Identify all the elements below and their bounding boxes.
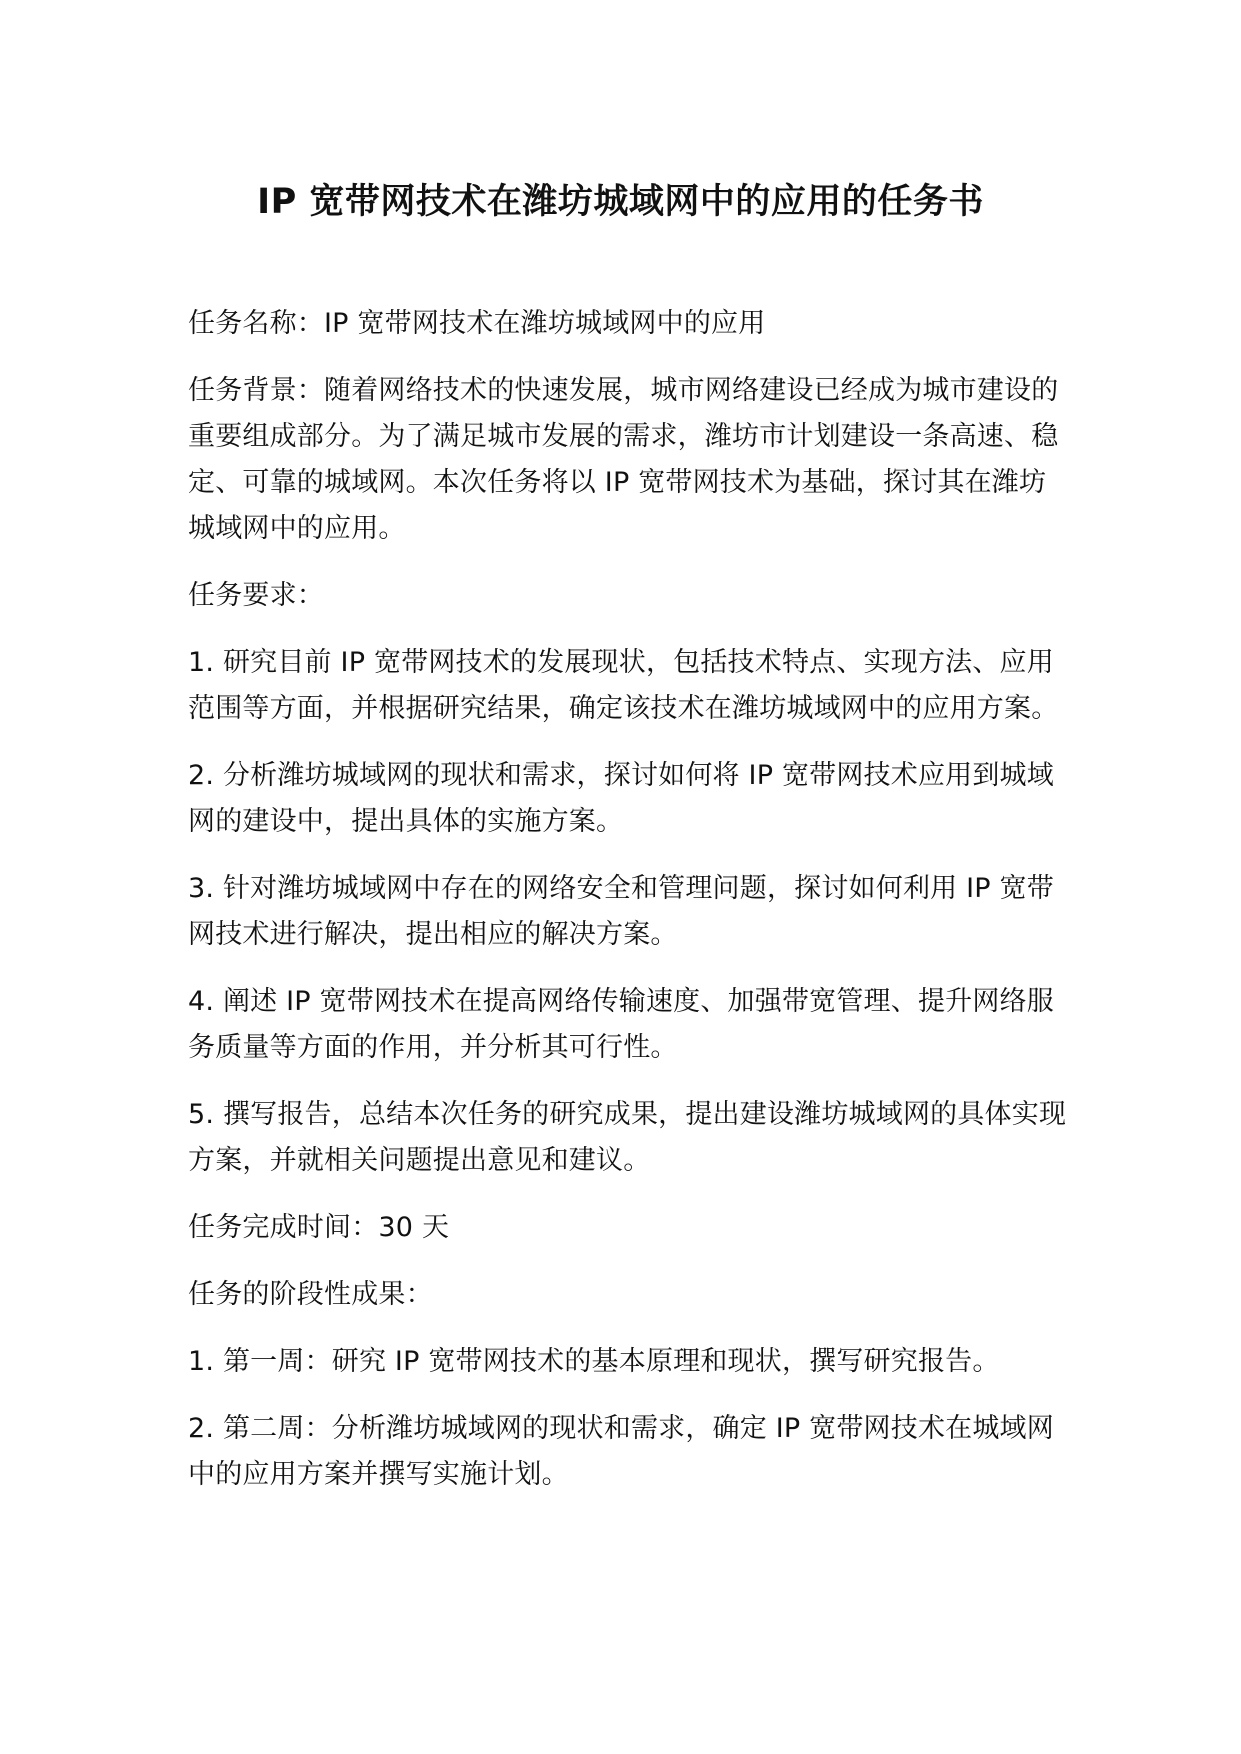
completion-time-paragraph: 任务完成时间：30 天: [188, 1212, 450, 1243]
milestones-heading: 任务的阶段性成果：: [188, 1279, 433, 1310]
task-background-paragraph: 任务背景：随着网络技术的快速发展，城市网络建设已经成为城市建设的重要组成部分。为了满足城市发展的需求，潍坊市计划建设一条高速、稳定、可靠的城域网。本次任务将以 IP 宽带网技术为基础，探讨其在潍坊城域网中的应用。: [188, 375, 1059, 544]
milestone-item-2: 2. 第二周：分析潍坊城域网的现状和需求，确定 IP 宽带网技术在城域网中的应用方案并撰写实施计划。: [188, 1413, 1054, 1490]
milestone-item-1: 1. 第一周：研究 IP 宽带网技术的基本原理和现状，撰写研究报告。: [188, 1346, 1000, 1377]
requirement-item-3: 3. 针对潍坊城域网中存在的网络安全和管理问题，探讨如何利用 IP 宽带网技术进行解决，提出相应的解决方案。: [188, 873, 1054, 950]
requirement-item-2: 2. 分析潍坊城域网的现状和需求，探讨如何将 IP 宽带网技术应用到城域网的建设中，提出具体的实施方案。: [188, 760, 1054, 837]
requirement-item-5: 5. 撰写报告，总结本次任务的研究成果，提出建设潍坊城域网的具体实现方案，并就相关问题提出意见和建议。: [188, 1099, 1067, 1176]
requirement-item-1: 1. 研究目前 IP 宽带网技术的发展现状，包括技术特点、实现方法、应用范围等方面，并根据研究结果，确定该技术在潍坊城域网中的应用方案。: [188, 647, 1059, 724]
document-title: IP 宽带网技术在潍坊城域网中的应用的任务书: [257, 182, 984, 222]
task-name-paragraph: 任务名称：IP 宽带网技术在潍坊城域网中的应用: [188, 308, 766, 339]
task-requirements-heading: 任务要求：: [188, 580, 324, 611]
requirement-item-4: 4. 阐述 IP 宽带网技术在提高网络传输速度、加强带宽管理、提升网络服务质量等方面的作用，并分析其可行性。: [188, 986, 1054, 1063]
